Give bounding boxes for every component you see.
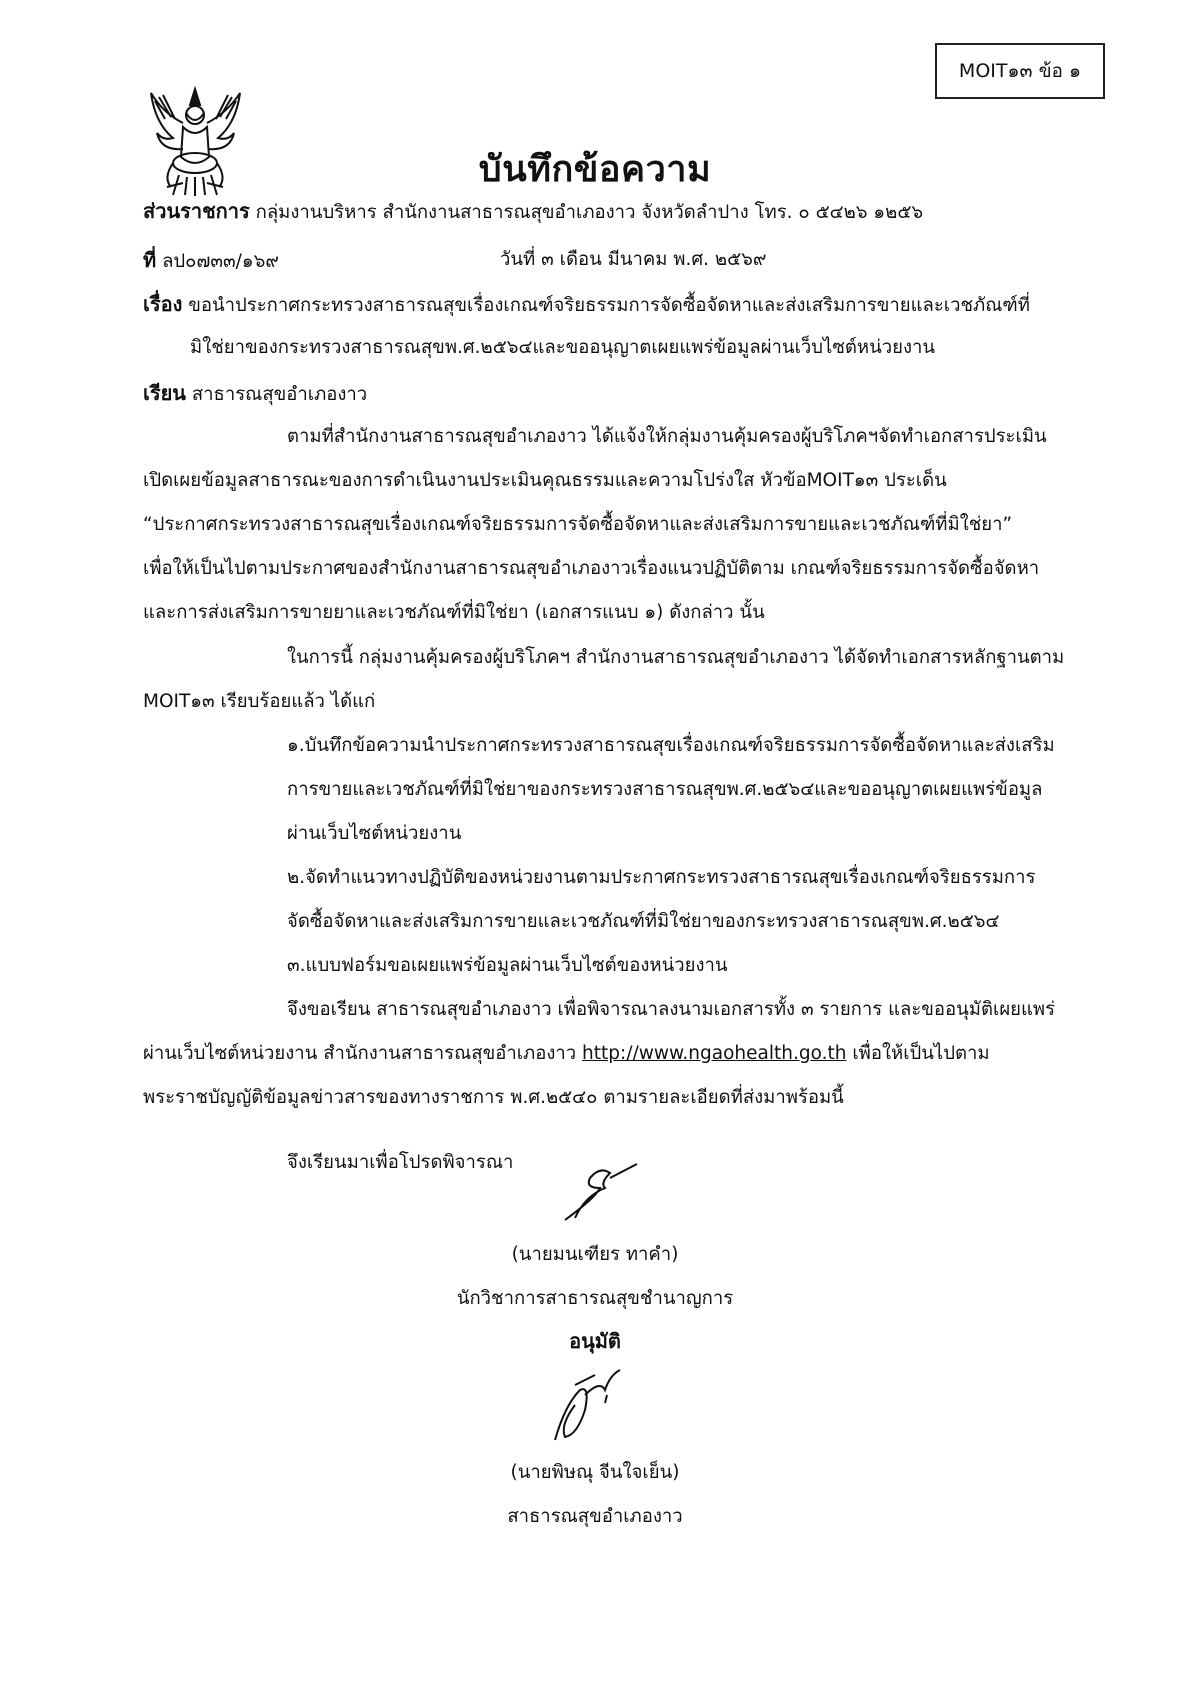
paragraph-3-line [143, 1039, 990, 1069]
signer-1-name: (นายมนเฑียร ทาคำ) [511, 1244, 679, 1265]
paragraph-3-line: จึงขอเรียน สาธารณสุขอำเภองาว เพื่อพิจารณาลงนามเอกสารทั้ง ๓ รายการ และขออนุมัติเผยแพร่ [287, 999, 1056, 1020]
paragraph-1-line: เปิดเผยข้อมูลสาธารณะของการดำเนินงานประเมินคุณธรรมและความโปร่งใส หัวข้อMOIT๑๓ ประเด็น [143, 470, 947, 491]
list-item-2-cont: จัดซื้อจัดหาและส่งเสริมการขายและเวชภัณฑ์ที่มิใช่ยาของกระทรวงสาธารณสุขพ.ศ.๒๕๖๔ [287, 911, 1000, 932]
agency-line [143, 196, 923, 228]
agency-label: ส่วนราชการ [143, 199, 250, 223]
list-item-2: ๒.จัดทำแนวทางปฏิบัติของหน่วยงานตามประกาศกระทรวงสาธารณสุขเรื่องเกณฑ์จริยธรรมการ [287, 867, 1036, 888]
to-line [143, 378, 367, 410]
signature-1-icon [555, 1158, 645, 1228]
paragraph-3-line: พระราชบัญญัติข้อมูลข่าวสารของทางราชการ พ.ศ.๒๕๔๐ ตามรายละเอียดที่ส่งมาพร้อมนี้ [143, 1087, 844, 1108]
subject-value-1: ขอนำประกาศกระทรวงสาธารณสุขเรื่องเกณฑ์จริยธรรมการจัดซื้อจัดหาและส่งเสริมการขายและเวชภัณฑ์ที่ [188, 295, 1030, 316]
paragraph-2-line: MOIT๑๓ เรียบร้อยแล้ว ได้แก่ [143, 691, 376, 712]
list-item-3: ๓.แบบฟอร์มขอเผยแพร่ข้อมูลผ่านเว็บไซต์ของหน่วยงาน [287, 955, 728, 976]
page-title: บันทึกข้อความ [478, 149, 712, 190]
signer-1-position: นักวิชาการสาธารณสุขชำนาญการ [456, 1288, 734, 1309]
signature-2-icon [545, 1365, 635, 1445]
ref-value: ลป๐๗๓๓/๑๖๙ [162, 251, 279, 272]
ref-label: ที่ [143, 248, 157, 272]
subject-label: เรื่อง [143, 292, 183, 316]
agency-value: กลุ่มงานบริหาร สำนักงานสาธารณสุขอำเภองาว จังหวัดลำปาง โทร. ๐ ๕๔๒๖ ๑๒๕๖ [255, 202, 924, 223]
paragraph-1-line: และการส่งเสริมการขายยาและเวชภัณฑ์ที่มิใช่ยา (เอกสารแนบ ๑) ดังกล่าว นั้น [143, 602, 765, 623]
to-value: สาธารณสุขอำเภองาว [191, 384, 368, 405]
list-item-1: ๑.บันทึกข้อความนำประกาศกระทรวงสาธารณสุขเรื่องเกณฑ์จริยธรรมการจัดซื้อจัดหาและส่งเสริม [287, 735, 1055, 756]
reference-label: MOIT๑๓ ข้อ ๑ [958, 60, 1082, 82]
paragraph-1-line: “ประกาศกระทรวงสาธารณสุขเรื่องเกณฑ์จริยธรรมการจัดซื้อจัดหาและส่งเสริมการขายและเวชภัณฑ์ที่มิใช่ยา” [143, 514, 1013, 535]
paragraph-3-text: ผ่านเว็บไซต์หน่วยงาน สำนักงานสาธารณสุขอำเภองาว [143, 1043, 583, 1064]
list-item-1-cont: ผ่านเว็บไซต์หน่วยงาน [287, 823, 462, 844]
paragraph-2-line: ในการนี้ กลุ่มงานคุ้มครองผู้บริโภคฯ สำนักงานสาธารณสุขอำเภองาว ได้จัดทำเอกสารหลักฐานตาม [287, 647, 1065, 668]
signer-2-position: สาธารณสุขอำเภองาว [507, 1506, 683, 1527]
subject-line-2: มิใช่ยาของกระทรวงสาธารณสุขพ.ศ.๒๕๖๔และขออนุญาตเผยแพร่ข้อมูลผ่านเว็บไซต์หน่วยงาน [190, 337, 936, 358]
paragraph-1-line: ตามที่สำนักงานสาธารณสุขอำเภองาว ได้แจ้งให้กลุ่มงานคุ้มครองผู้บริโภคฯจัดทำเอกสารประเมิน [287, 426, 1047, 447]
ref-line [143, 245, 279, 277]
website-link[interactable]: http://www.ngaohealth.go.th [582, 1043, 847, 1064]
to-label: เรียน [143, 381, 186, 405]
list-item-1-cont: การขายและเวชภัณฑ์ที่มิใช่ยาของกระทรวงสาธารณสุขพ.ศ.๒๕๖๔และขออนุญาตเผยแพร่ข้อมูล [287, 779, 1043, 800]
subject-line-1 [143, 289, 1030, 321]
date-label: วันที่ [500, 249, 536, 270]
date-value: ๓ เดือน มีนาคม พ.ศ. ๒๕๖๙ [541, 249, 767, 270]
paragraph-1-line: เพื่อให้เป็นไปตามประกาศของสำนักงานสาธารณสุขอำเภองาวเรื่องแนวปฏิบัติตาม เกณฑ์จริยธรรมการจัดซื้อจัดหา [143, 558, 1040, 579]
paragraph-3-text: เพื่อให้เป็นไปตาม [852, 1043, 990, 1064]
approval-label: อนุมัติ [569, 1329, 621, 1353]
date-line [500, 245, 766, 275]
reference-box [935, 43, 1105, 99]
closing-line: จึงเรียนมาเพื่อโปรดพิจารณา [287, 1152, 514, 1173]
signer-2-name: (นายพิษณุ จีนใจเย็น) [510, 1462, 680, 1483]
